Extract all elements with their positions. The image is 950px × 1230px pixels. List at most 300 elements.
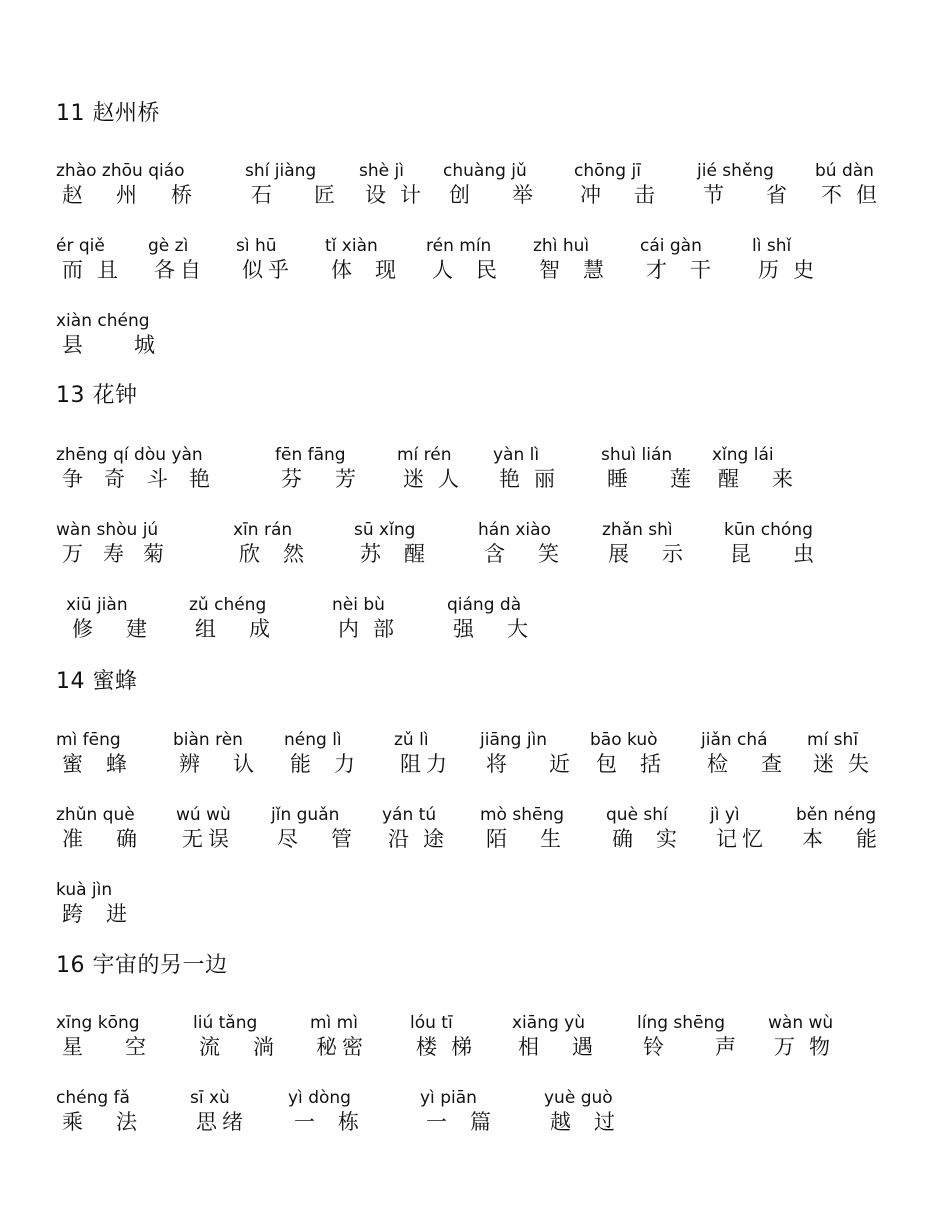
pinyin: rén mín — [426, 236, 492, 256]
hanzi — [443, 182, 533, 208]
pinyin: cái gàn — [640, 236, 702, 256]
vocab-word — [275, 444, 356, 492]
hanzi-char: 一 — [294, 1110, 315, 1134]
hanzi — [480, 826, 564, 852]
pinyin: biàn rèn — [173, 730, 243, 750]
pinyin: yì dòng — [288, 1088, 351, 1108]
hanzi-char: 智 — [539, 258, 560, 282]
hanzi — [394, 751, 447, 777]
hanzi-char: 蜂 — [106, 752, 127, 776]
hanzi-char: 本 — [802, 827, 823, 851]
pinyin: xǐng lái — [712, 445, 774, 465]
hanzi-char: 楼 — [416, 1035, 437, 1059]
hanzi-char: 迷 — [403, 467, 424, 491]
hanzi-char: 县 — [62, 333, 83, 357]
hanzi-char: 查 — [761, 752, 782, 776]
hanzi-char: 而 — [62, 258, 83, 282]
hanzi — [807, 751, 869, 777]
word-row — [56, 310, 916, 362]
hanzi-char: 物 — [809, 1035, 830, 1059]
vocab-word — [173, 729, 254, 777]
vocab-word — [724, 519, 813, 567]
hanzi — [697, 182, 787, 208]
hanzi-char: 一 — [426, 1110, 447, 1134]
hanzi-char: 赵 — [62, 183, 83, 207]
hanzi-char: 然 — [283, 542, 304, 566]
hanzi — [56, 257, 118, 283]
pinyin: yán tú — [382, 805, 437, 825]
hanzi — [176, 826, 231, 852]
hanzi — [193, 1034, 274, 1060]
vocab-word — [493, 444, 555, 492]
vocab-word — [478, 519, 559, 567]
hanzi-char: 力 — [426, 752, 447, 776]
hanzi — [56, 1109, 137, 1135]
vocab-word — [176, 804, 231, 852]
vocab-word — [712, 444, 793, 492]
word-row — [56, 160, 916, 212]
hanzi-char: 睡 — [607, 467, 628, 491]
hanzi-char: 乘 — [62, 1110, 83, 1134]
hanzi — [637, 1034, 736, 1060]
hanzi-char: 准 — [62, 827, 83, 851]
hanzi-char: 管 — [331, 827, 352, 851]
pinyin: ér qiě — [56, 236, 105, 256]
hanzi-char: 寿 — [103, 542, 124, 566]
pinyin: shè jì — [359, 161, 404, 181]
pinyin: fēn fāng — [275, 445, 346, 465]
hanzi — [288, 1109, 359, 1135]
pinyin: lì shǐ — [752, 236, 792, 256]
lesson-title-11: 11 赵州桥 — [56, 101, 160, 126]
hanzi-char: 但 — [856, 183, 877, 207]
pinyin: zhì huì — [533, 236, 590, 256]
hanzi — [606, 826, 677, 852]
hanzi — [189, 616, 270, 642]
pinyin: néng lì — [284, 730, 342, 750]
pinyin: yuè guò — [544, 1088, 613, 1108]
vocab-word — [56, 160, 192, 208]
word-row — [56, 729, 916, 781]
hanzi — [310, 1034, 363, 1060]
hanzi-char: 将 — [486, 752, 507, 776]
pinyin: wàn wù — [768, 1013, 834, 1033]
hanzi-char: 能 — [290, 752, 311, 776]
vocab-word — [56, 235, 118, 283]
hanzi-char: 万 — [774, 1035, 795, 1059]
hanzi-char: 城 — [134, 333, 155, 357]
hanzi-char: 芳 — [335, 467, 356, 491]
vocab-word — [56, 519, 164, 567]
hanzi-char: 设 — [365, 183, 386, 207]
pinyin: sì hū — [236, 236, 277, 256]
hanzi-char: 干 — [690, 258, 711, 282]
hanzi-char: 含 — [484, 542, 505, 566]
pinyin: wú wù — [176, 805, 231, 825]
hanzi-char: 修 — [72, 617, 93, 641]
pinyin: xīn rán — [233, 520, 293, 540]
hanzi — [56, 332, 155, 358]
hanzi — [493, 466, 555, 492]
hanzi-char: 大 — [507, 617, 528, 641]
word-row — [56, 1087, 916, 1139]
pinyin: liú tǎng — [193, 1013, 258, 1033]
pinyin: gè zì — [148, 236, 189, 256]
hanzi-char: 绪 — [222, 1110, 243, 1134]
hanzi-char: 忆 — [742, 827, 763, 851]
hanzi — [410, 1034, 472, 1060]
hanzi-char: 民 — [476, 258, 497, 282]
hanzi-char: 芬 — [281, 467, 302, 491]
vocab-word — [601, 444, 691, 492]
hanzi-char: 史 — [793, 258, 814, 282]
pinyin: xiàn chéng — [56, 311, 150, 331]
vocab-word — [768, 1012, 833, 1060]
hanzi-char: 菊 — [143, 542, 164, 566]
hanzi-char: 莲 — [670, 467, 691, 491]
hanzi-char: 声 — [715, 1035, 736, 1059]
vocab-word — [640, 235, 711, 283]
vocab-word — [443, 160, 533, 208]
pinyin: shuì lián — [601, 445, 673, 465]
word-row — [56, 235, 916, 287]
hanzi-char: 展 — [608, 542, 629, 566]
pinyin: mí shī — [807, 730, 859, 750]
hanzi-char: 各 — [154, 258, 175, 282]
hanzi-char: 不 — [821, 183, 842, 207]
hanzi-char: 人 — [438, 467, 459, 491]
hanzi-char: 州 — [116, 183, 137, 207]
hanzi-char: 星 — [62, 1035, 83, 1059]
hanzi-char: 节 — [703, 183, 724, 207]
lesson-title-13: 13 花钟 — [56, 383, 138, 408]
pinyin: zhǔn què — [56, 805, 135, 825]
hanzi-char: 记 — [716, 827, 737, 851]
hanzi — [173, 751, 254, 777]
hanzi-char: 尽 — [277, 827, 298, 851]
pinyin: zǔ chéng — [189, 595, 267, 615]
hanzi-char: 阻 — [400, 752, 421, 776]
hanzi — [426, 257, 497, 283]
hanzi — [602, 541, 683, 567]
hanzi — [382, 826, 444, 852]
pinyin: jǐn guǎn — [271, 805, 340, 825]
hanzi-char: 进 — [106, 902, 127, 926]
hanzi — [590, 751, 661, 777]
hanzi — [332, 616, 394, 642]
hanzi — [271, 826, 352, 852]
hanzi-char: 计 — [400, 183, 421, 207]
vocab-word — [325, 235, 396, 283]
pinyin: zhēng qí dòu yàn — [56, 445, 203, 465]
pinyin: jiāng jìn — [480, 730, 548, 750]
hanzi-char: 淌 — [253, 1035, 274, 1059]
vocab-word — [544, 1087, 613, 1135]
hanzi-char: 笑 — [538, 542, 559, 566]
hanzi — [420, 1109, 491, 1135]
hanzi-char: 来 — [772, 467, 793, 491]
vocab-word — [533, 235, 604, 283]
vocab-word — [697, 160, 787, 208]
hanzi-char: 近 — [549, 752, 570, 776]
vocab-word — [752, 235, 814, 283]
pinyin: mì mì — [310, 1013, 358, 1033]
hanzi-char: 空 — [125, 1035, 146, 1059]
hanzi-char: 强 — [453, 617, 474, 641]
hanzi — [190, 1109, 243, 1135]
word-row — [56, 879, 916, 931]
vocab-word — [606, 804, 677, 852]
hanzi-char: 体 — [331, 258, 352, 282]
pinyin: běn néng — [796, 805, 877, 825]
hanzi-char: 括 — [640, 752, 661, 776]
hanzi-char: 跨 — [62, 902, 83, 926]
pinyin: bú dàn — [815, 161, 874, 181]
vocab-word — [426, 235, 497, 283]
hanzi-char: 内 — [338, 617, 359, 641]
hanzi — [233, 541, 304, 567]
hanzi — [447, 616, 528, 642]
hanzi-char: 建 — [126, 617, 147, 641]
hanzi-char: 确 — [116, 827, 137, 851]
vocab-word — [56, 804, 135, 852]
pinyin: mò shēng — [480, 805, 565, 825]
hanzi-char: 认 — [233, 752, 254, 776]
pinyin: chéng fǎ — [56, 1088, 130, 1108]
vocab-word — [56, 1012, 146, 1060]
hanzi — [236, 257, 289, 283]
pinyin: sū xǐng — [354, 520, 416, 540]
pinyin: mí rén — [397, 445, 452, 465]
pinyin: wàn shòu jú — [56, 520, 159, 540]
vocab-word — [193, 1012, 274, 1060]
pinyin: tǐ xiàn — [325, 236, 378, 256]
vocab-word — [574, 160, 655, 208]
hanzi-char: 法 — [116, 1110, 137, 1134]
pinyin: qiáng dà — [447, 595, 522, 615]
hanzi-char: 失 — [848, 752, 869, 776]
hanzi — [56, 182, 192, 208]
hanzi-char: 慧 — [583, 258, 604, 282]
hanzi-char: 苏 — [360, 542, 381, 566]
hanzi-char: 思 — [196, 1110, 217, 1134]
hanzi-char: 自 — [180, 258, 201, 282]
word-row — [56, 804, 916, 856]
hanzi-char: 争 — [62, 467, 83, 491]
hanzi-char: 奇 — [104, 467, 125, 491]
vocab-word — [56, 879, 127, 927]
vocab-word — [701, 729, 782, 777]
hanzi — [56, 466, 210, 492]
vocab-word — [56, 444, 210, 492]
hanzi-char: 实 — [656, 827, 677, 851]
vocab-word — [271, 804, 352, 852]
pinyin: shí jiàng — [245, 161, 317, 181]
hanzi-char: 历 — [758, 258, 779, 282]
pinyin: kuà jìn — [56, 880, 113, 900]
hanzi — [574, 182, 655, 208]
vocab-word — [354, 519, 425, 567]
hanzi-char: 秘 — [316, 1035, 337, 1059]
hanzi-char: 部 — [373, 617, 394, 641]
hanzi-char: 醒 — [718, 467, 739, 491]
hanzi-char: 艳 — [499, 467, 520, 491]
hanzi — [640, 257, 711, 283]
hanzi — [56, 541, 164, 567]
hanzi-char: 且 — [97, 258, 118, 282]
hanzi-char: 迷 — [813, 752, 834, 776]
vocab-word — [602, 519, 683, 567]
vocab-word — [815, 160, 877, 208]
hanzi-char: 昆 — [730, 542, 751, 566]
vocab-word — [710, 804, 763, 852]
vocab-word — [512, 1012, 593, 1060]
vocab-word — [288, 1087, 359, 1135]
hanzi — [544, 1109, 613, 1135]
pinyin: yì piān — [420, 1088, 477, 1108]
hanzi — [512, 1034, 593, 1060]
hanzi-char: 包 — [596, 752, 617, 776]
hanzi-char: 力 — [334, 752, 355, 776]
pinyin: zǔ lì — [394, 730, 429, 750]
hanzi-char: 遇 — [572, 1035, 593, 1059]
hanzi — [245, 182, 335, 208]
hanzi-char: 相 — [518, 1035, 539, 1059]
hanzi-char: 乎 — [268, 258, 289, 282]
hanzi-char: 能 — [856, 827, 877, 851]
hanzi-char: 示 — [662, 542, 683, 566]
word-row — [56, 519, 916, 571]
word-row — [56, 594, 916, 646]
hanzi — [66, 616, 147, 642]
hanzi-char: 丽 — [534, 467, 555, 491]
hanzi — [56, 1034, 146, 1060]
vocab-word — [410, 1012, 472, 1060]
vocab-word — [236, 235, 289, 283]
hanzi-char: 成 — [249, 617, 270, 641]
vocab-word — [796, 804, 876, 852]
pinyin: yàn lì — [493, 445, 540, 465]
hanzi-char: 似 — [242, 258, 263, 282]
hanzi-char: 误 — [208, 827, 229, 851]
pinyin: xīng kōng — [56, 1013, 140, 1033]
vocab-word — [359, 160, 421, 208]
vocab-word — [284, 729, 355, 777]
hanzi — [710, 826, 763, 852]
hanzi-char: 途 — [423, 827, 444, 851]
hanzi-char: 省 — [766, 183, 787, 207]
vocab-word — [397, 444, 459, 492]
hanzi-char: 陌 — [486, 827, 507, 851]
hanzi — [354, 541, 425, 567]
hanzi — [533, 257, 604, 283]
hanzi-char: 生 — [540, 827, 561, 851]
vocab-word — [332, 594, 394, 642]
word-row — [56, 444, 916, 496]
hanzi-char: 越 — [550, 1110, 571, 1134]
vocab-word — [394, 729, 447, 777]
lesson-title-16: 16 宇宙的另一边 — [56, 953, 228, 978]
pinyin: jì yì — [710, 805, 740, 825]
vocab-word — [480, 804, 564, 852]
hanzi-char: 虫 — [793, 542, 814, 566]
hanzi — [148, 257, 201, 283]
pinyin: zhào zhōu qiáo — [56, 161, 185, 181]
hanzi-char: 沿 — [388, 827, 409, 851]
vocab-word — [56, 729, 127, 777]
hanzi — [601, 466, 691, 492]
vocab-word — [310, 1012, 363, 1060]
hanzi-char: 醒 — [404, 542, 425, 566]
vocab-word — [420, 1087, 491, 1135]
pinyin: jié shěng — [697, 161, 774, 181]
hanzi — [325, 257, 396, 283]
hanzi-char: 无 — [182, 827, 203, 851]
hanzi — [397, 466, 459, 492]
pinyin: zhǎn shì — [602, 520, 673, 540]
pinyin: què shí — [606, 805, 668, 825]
hanzi-char: 欣 — [239, 542, 260, 566]
hanzi-char: 石 — [251, 183, 272, 207]
pinyin: chōng jī — [574, 161, 641, 181]
hanzi — [768, 1034, 833, 1060]
pinyin: hán xiào — [478, 520, 551, 540]
hanzi-char: 梯 — [451, 1035, 472, 1059]
hanzi-char: 组 — [195, 617, 216, 641]
hanzi — [724, 541, 813, 567]
hanzi-char: 篇 — [470, 1110, 491, 1134]
pinyin: chuàng jǔ — [443, 161, 527, 181]
hanzi-char: 斗 — [147, 467, 168, 491]
hanzi-char: 万 — [62, 542, 83, 566]
hanzi-char: 蜜 — [62, 752, 83, 776]
hanzi-char: 栋 — [338, 1110, 359, 1134]
pinyin: sī xù — [190, 1088, 230, 1108]
vocab-word — [233, 519, 304, 567]
pinyin: líng shēng — [637, 1013, 726, 1033]
hanzi-char: 现 — [375, 258, 396, 282]
pinyin: nèi bù — [332, 595, 385, 615]
hanzi-char: 冲 — [580, 183, 601, 207]
vocab-word — [56, 310, 155, 358]
vocab-word — [245, 160, 335, 208]
vocab-word — [66, 594, 147, 642]
vocab-word — [637, 1012, 736, 1060]
hanzi — [275, 466, 356, 492]
hanzi — [480, 751, 570, 777]
vocab-word — [148, 235, 201, 283]
hanzi-char: 流 — [199, 1035, 220, 1059]
pinyin: bāo kuò — [590, 730, 658, 750]
vocab-word — [590, 729, 661, 777]
word-row — [56, 1012, 916, 1064]
hanzi-char: 检 — [707, 752, 728, 776]
pinyin: xiū jiàn — [66, 595, 128, 615]
hanzi-char: 过 — [594, 1110, 615, 1134]
hanzi-char: 创 — [449, 183, 470, 207]
hanzi-char: 辨 — [179, 752, 200, 776]
hanzi-char: 铃 — [643, 1035, 664, 1059]
hanzi — [752, 257, 814, 283]
vocab-word — [807, 729, 869, 777]
hanzi — [712, 466, 793, 492]
hanzi — [56, 826, 135, 852]
hanzi-char: 举 — [512, 183, 533, 207]
vocab-word — [56, 1087, 137, 1135]
hanzi — [701, 751, 782, 777]
pinyin: lóu tī — [410, 1013, 453, 1033]
hanzi — [284, 751, 355, 777]
